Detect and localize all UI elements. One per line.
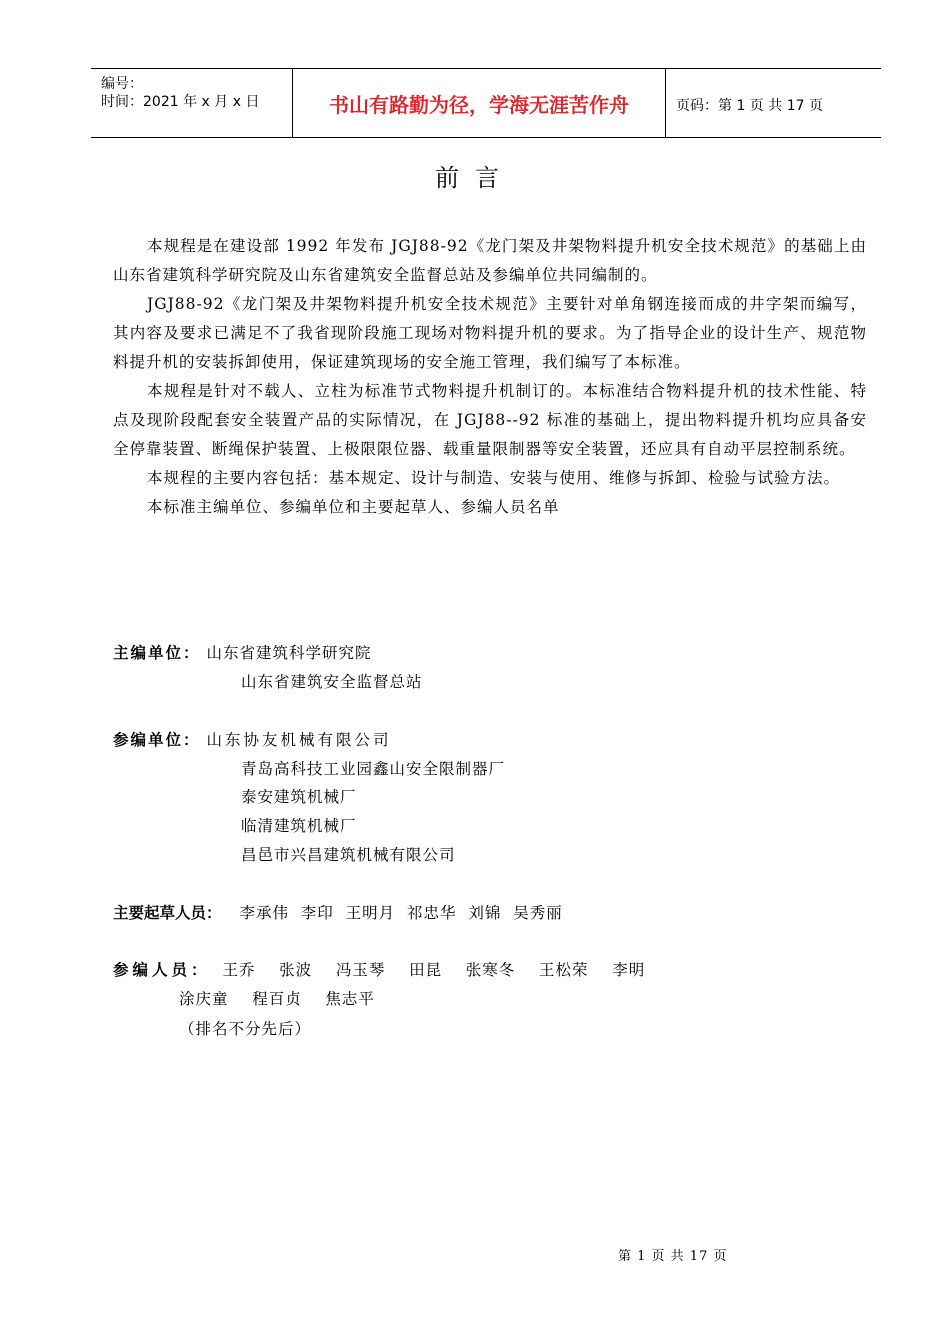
participating-unit-item: 山东协友机械有限公司 (206, 731, 392, 749)
participants-names: 涂庆童 程百贞 焦志平 (179, 990, 375, 1008)
preface-body (113, 232, 867, 522)
header-motto: 书山有路勤为径，学海无涯苦作舟 (329, 92, 629, 117)
chief-units-row (113, 641, 371, 663)
time-label: 时间：2021 年 x 月 x 日 (101, 94, 260, 110)
participating-unit-item: 昌邑市兴昌建筑机械有限公司 (241, 846, 456, 864)
participating-units-row (113, 728, 391, 750)
page-footer: 第 1 页 共 17 页 (618, 1249, 728, 1264)
header-page-cell (666, 69, 881, 137)
page-info: 页码：第 1 页 共 17 页 (676, 98, 823, 114)
serial-label: 编号： (101, 76, 143, 92)
paragraph: 本规程是在建设部 1992 年发布 JGJ88-92《龙门架及井架物料提升机安全技术规范》的基础上由山东省建筑科学研究院及山东省建筑安全监督总站及参编单位共同编制的。 (113, 237, 867, 284)
drafters-row (113, 901, 563, 923)
page-title: 前言 (435, 164, 515, 192)
paragraph: JGJ88-92《龙门架及井架物料提升机安全技术规范》主要针对单角钢连接而成的井字架而编写，其内容及要求已满足不了我省现阶段施工现场对物料提升机的要求。为了指导企业的设计生产、规范物料提升机的安装拆卸使用，保证建筑现场的安全施工管理，我们编写了本标准。 (113, 295, 867, 371)
paragraph: 本规程的主要内容包括：基本规定、设计与制造、安装与使用、维修与拆卸、检验与试验方法。 (147, 469, 841, 487)
participating-units-label: 参编单位： (113, 731, 201, 749)
chief-units-label: 主编单位： (113, 644, 201, 662)
participants-label: 参编人员： (113, 961, 211, 979)
participants-names: 王乔 张波 冯玉琴 田昆 张寒冬 王松荣 李明 (222, 961, 646, 979)
participants-note: （排名不分先后） (179, 1020, 312, 1038)
header-meta-cell (91, 69, 292, 137)
drafters-names: 李承伟 李印 王明月 祁忠华 刘锦 吴秀丽 (239, 904, 563, 922)
participating-unit-item: 泰安建筑机械厂 (241, 788, 357, 806)
participants-row (113, 958, 645, 980)
participating-unit-item: 临清建筑机械厂 (241, 817, 357, 835)
participating-unit-item: 青岛高科技工业园鑫山安全限制器厂 (241, 760, 506, 778)
header-table (91, 68, 881, 138)
chief-unit-item: 山东省建筑科学研究院 (206, 644, 372, 662)
chief-unit-item: 山东省建筑安全监督总站 (241, 673, 423, 691)
paragraph: 本标准主编单位、参编单位和主要起草人、参编人员名单 (147, 498, 560, 516)
drafters-label: 主要起草人员： (113, 904, 222, 922)
paragraph: 本规程是针对不载人、立柱为标准节式物料提升机制订的。本标准结合物料提升机的技术性能、特点及现阶段配套安全装置产品的实际情况，在 JGJ88--92 标准的基础上，提出物料提升机均应具备安全停靠装置、断绳保护装置、上极限限位器、载重量限制器等安全装置，还应具有自动平层控制系统。 (113, 382, 867, 458)
